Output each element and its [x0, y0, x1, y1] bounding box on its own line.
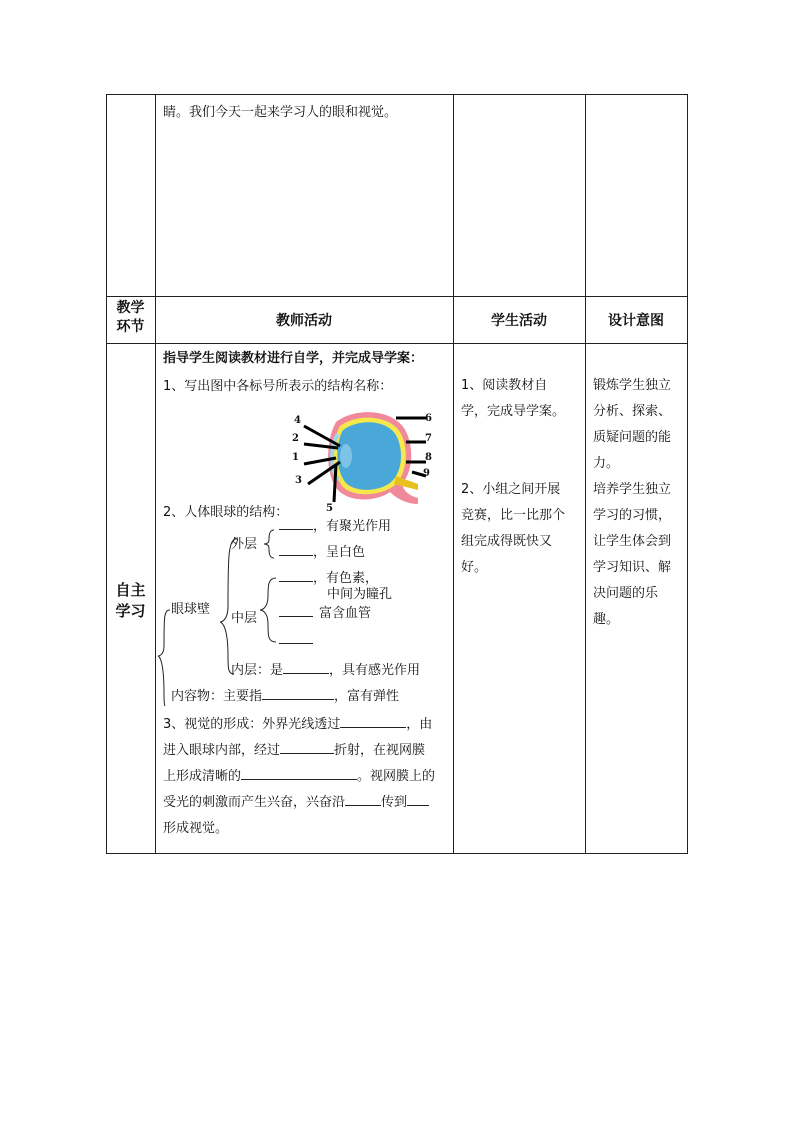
blank[interactable]	[280, 739, 334, 754]
section-label	[106, 580, 155, 622]
question-3-line2	[163, 738, 425, 764]
q3-text-a: 3、视觉的形成：外界光线透过	[163, 717, 341, 732]
diagram-label-8: 8	[425, 452, 432, 463]
student-activity-line	[461, 451, 583, 477]
section-label-line1: 自主	[115, 581, 146, 599]
blank[interactable]	[241, 765, 357, 780]
header-teacher: 教师活动	[276, 313, 332, 329]
student-activity-line	[461, 425, 583, 451]
diagram-label-4: 4	[294, 415, 301, 426]
blank[interactable]	[340, 713, 406, 728]
middle-item-2-text: 富含血管	[319, 606, 372, 621]
header-stage-line1: 教学	[116, 300, 145, 316]
design-intent-line: 分析、探索、	[593, 404, 672, 419]
design-intent-line: 趣。	[593, 612, 620, 627]
middle-layer-label: 中层	[231, 611, 258, 626]
inner-layer	[231, 658, 420, 684]
outer-item-1-text: ，有聚光作用	[313, 519, 392, 534]
student-activity-line: 学，完成导学案。	[461, 404, 566, 419]
student-activity	[461, 373, 583, 581]
header-stage	[106, 299, 155, 337]
outer-item-1	[279, 514, 391, 540]
inner-layer-text: ，具有感光作用	[329, 663, 421, 678]
blank[interactable]	[279, 602, 313, 617]
table-border	[687, 94, 688, 854]
lens-shape	[340, 444, 352, 468]
question-3-line5: 形成视觉。	[163, 821, 229, 836]
q3-text-h: 传到	[381, 795, 408, 810]
outer-layer-label: 外层	[231, 537, 258, 552]
table-border	[106, 296, 688, 297]
leader-5	[334, 464, 336, 502]
student-activity-line: 竞赛，比一比那个	[461, 508, 566, 523]
middle-item-1-text: ，有色素，	[313, 571, 379, 586]
outer-item-2-text: ，呈白色	[313, 545, 366, 560]
question-2: 2、人体眼球的结构：	[163, 505, 289, 520]
teacher-instruction: 指导学生阅读教材进行自学，并完成导学案：	[163, 351, 424, 366]
diagram-label-5: 5	[326, 503, 333, 514]
question-3-line1	[163, 712, 432, 738]
intro-text: 睛。我们今天一起来学习人的眼和视觉。	[163, 105, 398, 120]
brace-middle	[260, 578, 276, 642]
diagram-label-3: 3	[295, 475, 302, 486]
design-intent-line: 培养学生独立	[593, 482, 672, 497]
design-intent	[593, 373, 687, 633]
diagram-label-7: 7	[425, 433, 432, 444]
contents-line	[171, 684, 399, 710]
q3-text-e: 上形成清晰的	[163, 769, 242, 784]
table-border	[106, 343, 688, 344]
design-intent-line: 决问题的乐	[593, 586, 659, 601]
table-border	[106, 94, 107, 854]
student-activity-line: 2、小组之间开展	[461, 482, 561, 497]
q3-text-d: 折射，在视网膜	[334, 743, 426, 758]
diagram-label-6: 6	[425, 413, 432, 424]
blank[interactable]	[279, 541, 313, 556]
q3-text-b: ，由	[406, 717, 433, 732]
contents-text: ，富有弹性	[334, 689, 400, 704]
question-1: 1、写出图中各标号所表示的结构名称：	[163, 379, 393, 394]
table-border	[585, 94, 586, 854]
blank[interactable]	[407, 791, 429, 806]
blank[interactable]	[283, 659, 329, 674]
diagram-label-2: 2	[292, 433, 299, 444]
blank[interactable]	[279, 515, 313, 530]
middle-item-1b: 中间为瞳孔	[327, 587, 393, 602]
question-3-line3	[163, 764, 435, 790]
q3-text-c: 进入眼球内部，经过	[163, 743, 281, 758]
design-intent-line: 让学生体会到	[593, 534, 672, 549]
student-activity-line: 组完成得既快又	[461, 534, 553, 549]
table-border	[106, 853, 688, 854]
contents-label: 内容物：主要指	[171, 689, 263, 704]
design-intent-line: 锻炼学生独立	[593, 378, 672, 393]
q3-text-g: 受光的刺激而产生兴奋，兴奋沿	[163, 795, 346, 810]
header-design: 设计意图	[608, 313, 664, 329]
table-border	[155, 94, 156, 854]
section-label-line2: 学习	[115, 602, 146, 620]
design-intent-line: 力。	[593, 456, 620, 471]
diagram-label-1: 1	[292, 452, 299, 463]
inner-layer-label: 内层：是	[231, 663, 284, 678]
diagram-label-9: 9	[423, 468, 430, 479]
table-border	[453, 94, 454, 854]
q3-text-f: 。视网膜上的	[357, 769, 436, 784]
student-activity-line: 1、阅读教材自	[461, 378, 548, 393]
student-activity-line: 好。	[461, 560, 488, 575]
lesson-table	[106, 94, 688, 854]
brace-outer	[264, 530, 274, 558]
table-border	[106, 94, 688, 95]
question-3-line4	[163, 790, 429, 816]
middle-item-3	[279, 628, 313, 654]
design-intent-line: 质疑问题的能	[593, 430, 672, 445]
eyeball-diagram	[286, 406, 436, 510]
brace-eyeball	[158, 610, 170, 706]
blank[interactable]	[279, 567, 313, 582]
blank[interactable]	[345, 791, 381, 806]
header-stage-line2: 环节	[116, 319, 145, 335]
eyeball-wall-label: 眼球壁	[171, 602, 211, 617]
middle-item-2	[279, 602, 371, 623]
outer-item-2	[279, 540, 365, 566]
blank[interactable]	[262, 685, 334, 700]
blank[interactable]	[279, 629, 313, 644]
header-student: 学生活动	[491, 313, 547, 329]
design-intent-line: 学习知识、解	[593, 560, 672, 575]
design-intent-line: 学习的习惯，	[593, 508, 672, 523]
